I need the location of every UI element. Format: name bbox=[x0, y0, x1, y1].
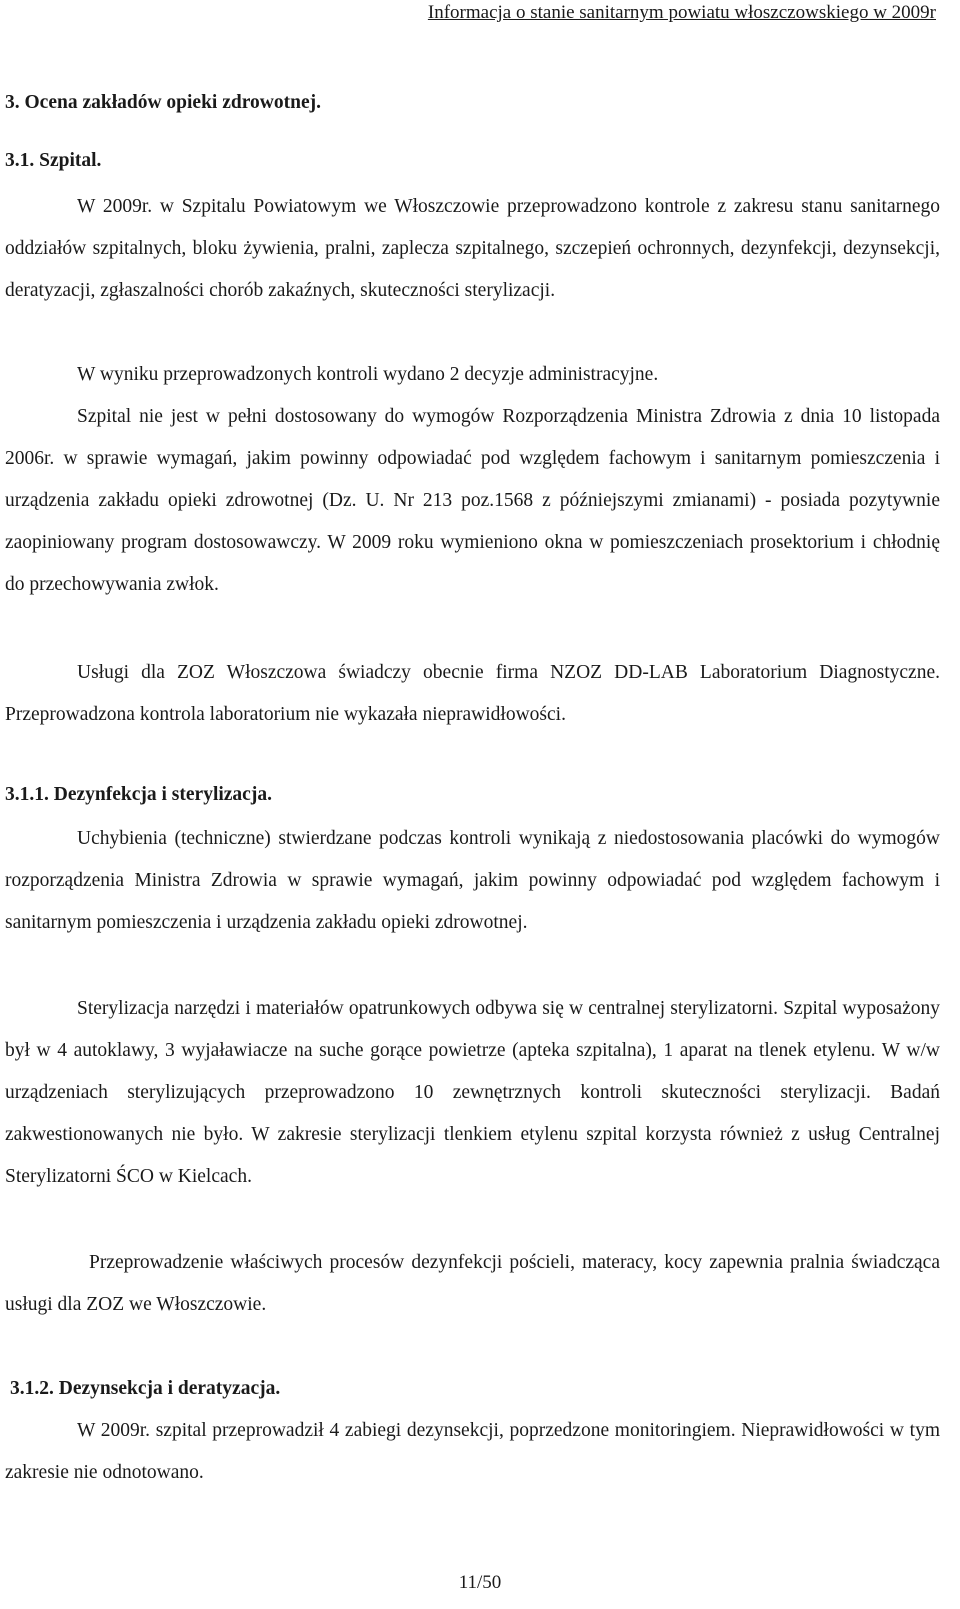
running-header: Informacja o stanie sanitarnym powiatu włoszczowskiego w 2009r bbox=[427, 2, 936, 23]
section-heading-3-1-1: 3.1.1. Dezynfekcja i sterylizacja. bbox=[5, 784, 272, 805]
paragraph-disinfection: Przeprowadzenie właściwych procesów dezynfekcji pościeli, materacy, kocy zapewnia pralnia świadcząca usługi dla ZOZ we Włoszczowie. bbox=[5, 1252, 940, 1315]
paragraph-irregularities: Uchybienia (techniczne) stwierdzane podczas kontroli wynikają z niedostosowania placówki do wymogów rozporządzenia Ministra Zdrowia w sprawie wymagań, jakim powinny odpowiadać pod względem fachowym i sanitarnym pomieszczenia i urządzenia zakładu opieki zdrowotnej. bbox=[5, 828, 940, 933]
section-heading-3: 3. Ocena zakładów opieki zdrowotnej. bbox=[5, 92, 321, 113]
paragraph-decisions: W wyniku przeprowadzonych kontroli wydano 2 decyzje administracyjne. bbox=[77, 364, 659, 385]
paragraph-laboratory: Usługi dla ZOZ Włoszczowa świadczy obecnie firma NZOZ DD-LAB Laboratorium Diagnostyczne. Przeprowadzona kontrola laboratorium nie wykazała nieprawidłowości. bbox=[5, 662, 940, 725]
section-heading-3-1 bbox=[5, 150, 101, 172]
section-heading-3-1-2: 3.1.2. Dezynsekcja i deratyzacja. bbox=[10, 1378, 281, 1399]
paragraph-sterilization: Sterylizacja narzędzi i materiałów opatrunkowych odbywa się w centralnej sterylizatorni. Szpital wyposażony był w 4 autoklawy, 3 wyjaławiacze na suche gorące powietrze (apteka szpitalna), 1 aparat na tlenek etylenu. W w/w urządzeniach sterylizujących przeprowadzono 10 zewnętrznych kontroli skuteczności sterylizacji. Badań zakwestionowanych nie było. W zakresie sterylizacji tlenkiem etylenu szpital korzysta również z usług Centralnej Sterylizatorni ŚCO w Kielcach. bbox=[5, 998, 940, 1187]
section-heading-3-1-text: 3.1. Szpital. bbox=[5, 150, 102, 171]
paragraph-pest-control: W 2009r. szpital przeprowadził 4 zabiegi dezynsekcji, poprzedzone monitoringiem. Nieprawidłowości w tym zakresie nie odnotowano. bbox=[5, 1420, 940, 1483]
paragraph-adaptation: Szpital nie jest w pełni dostosowany do wymogów Rozporządzenia Ministra Zdrowia z dnia 10 listopada 2006r. w sprawie wymagań, jakim powinny odpowiadać pod względem fachowym i sanitarnym pomieszczenia i urządzenia zakładu opieki zdrowotnej (Dz. U. Nr 213 poz.1568 z późniejszymi zmianami) - posiada pozytywnie zaopiniowany program dostosowawczy. W 2009 roku wymieniono okna w pomieszczeniach prosektorium i chłodnię do przechowywania zwłok. bbox=[5, 406, 940, 595]
paragraph-hospital-controls: W 2009r. w Szpitalu Powiatowym we Włoszczowie przeprowadzono kontrole z zakresu stanu sanitarnego oddziałów szpitalnych, bloku żywienia, pralni, zaplecza szpitalnego, szczepień ochronnych, dezynfekcji, dezynsekcji, deratyzacji, zgłaszalności chorób zakaźnych, skuteczności sterylizacji. bbox=[5, 196, 940, 301]
page-number: 11/50 bbox=[458, 1572, 502, 1593]
